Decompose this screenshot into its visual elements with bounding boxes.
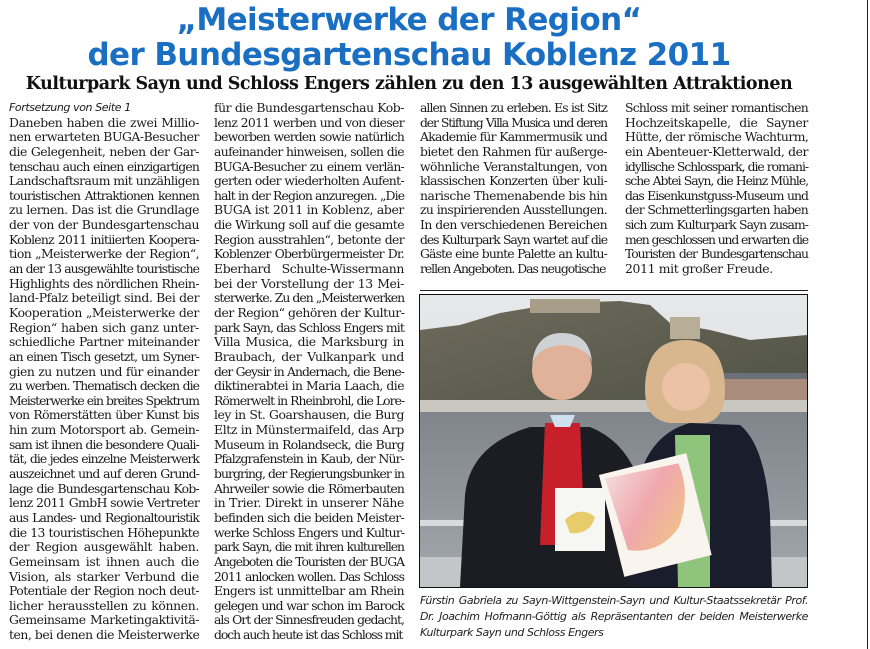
text-line: von Römerstätten über Kunst bis — [9, 407, 199, 423]
text-line: rellen Angeboten. Das neugotische — [420, 261, 606, 277]
text-line: des Kulturpark Sayn wartet auf die — [420, 231, 607, 247]
text-line: ley in St. Goarshausen, die Burg — [214, 407, 404, 423]
text-line: Ahrweiler sowie die Römerbauten — [214, 480, 404, 496]
article-photo — [419, 294, 808, 588]
article-column-3 — [420, 101, 607, 277]
text-line: 2011 mit großer Freude. — [625, 261, 773, 277]
photo-caption — [420, 593, 808, 641]
text-line: allen Sinnen zu erleben. Es ist Sitz — [420, 100, 607, 115]
text-line: men geschlossen und erwarten die — [625, 231, 808, 247]
text-line: bietet den Rahmen für außerge- — [420, 143, 607, 159]
text-line: 2011 anlocken wollen. Das Schloss — [214, 568, 404, 584]
text-line: touristischen Attraktionen kennen — [9, 187, 199, 203]
caption-line: Kulturpark Sayn und Schloss Engers — [420, 626, 604, 639]
text-line: Museum in Rolandseck, die Burg — [214, 436, 404, 452]
article-column-4 — [625, 101, 808, 277]
text-line: für die Bundesgartenschau Kob- — [214, 100, 404, 115]
text-line: ten, bei denen die Meisterwerke — [9, 627, 200, 643]
text-line: auszeichnet und auf deren Grund- — [9, 466, 199, 482]
text-line: BUGA ist 2011 in Koblenz, aber — [214, 202, 404, 218]
subheadline: Kulturpark Sayn und Schloss Engers zählen zu den 13 ausgewählten Attraktionen — [25, 74, 793, 94]
text-line: Meisterwerke ein breites Spektrum — [9, 392, 199, 408]
text-line: an der 13 ausgewählte touristische — [9, 261, 199, 277]
text-line: gelegen und war schon im Barock — [214, 597, 404, 613]
text-line: zu werben. Thematisch decken die — [9, 378, 199, 394]
article-column-2 — [214, 101, 404, 643]
text-line: gerten oder wiederholten Aufent- — [214, 173, 404, 189]
text-line: Angeboten die Touristen der BUGA — [214, 553, 404, 569]
text-line: sam ist ihnen die besondere Quali- — [9, 436, 199, 452]
text-line: in Trier. Direkt in unserer Nähe — [214, 495, 404, 511]
text-line: BUGA-Besucher zu einem verlän- — [214, 158, 404, 174]
text-line: Römerwelt in Rheinbrohl, die Lore- — [214, 392, 405, 408]
text-line: schiedliche Partner miteinander — [9, 334, 199, 350]
text-line: der Region“ gehören der Kultur- — [214, 304, 405, 320]
text-line: Hütte, der römische Wachturm, — [625, 129, 809, 145]
text-line: lenz 2011 GmbH sowie Vertreter — [9, 495, 200, 511]
text-line: Gemeinsame Marketingaktivitä- — [9, 612, 199, 628]
text-line: idyllische Schlosspark, die romani- — [625, 158, 808, 174]
text-line: der Stiftung Villa Musica und deren — [420, 114, 607, 130]
text-line: Akademie für Kammermusik und — [420, 129, 607, 145]
text-line: als Ort der Sinnesfreuden gedacht, — [214, 612, 404, 628]
text-line: Koblenzer Oberbürgermeister Dr. — [214, 246, 404, 262]
text-line: bei der Vorstellung der 13 Mei- — [214, 275, 404, 291]
text-line: lenz 2011 werben und von dieser — [214, 114, 404, 130]
headline-line-1: „Meisterwerke der Region“ — [176, 2, 642, 38]
text-line: der von der Bundesgartenschau — [9, 217, 199, 233]
text-line: Koblenz 2011 initiierten Koopera- — [9, 231, 199, 247]
text-line: sich zum Kulturpark Sayn zusam- — [625, 217, 808, 233]
text-line: an einen Tisch gesetzt, um Syner- — [9, 348, 199, 364]
text-line: Kooperation „Meisterwerke der — [9, 304, 199, 320]
text-line: der Region ausgewählt haben. — [9, 539, 199, 555]
text-line: park Sayn, das Schloss Engers mit — [214, 319, 404, 335]
text-line: park Sayn, die mit ihren kulturellen — [214, 539, 404, 555]
text-line: Landschaftsraum mit unzähligen — [9, 173, 200, 189]
photo-illustration — [420, 295, 807, 587]
text-line: narische Themenabende bis hin — [420, 187, 608, 203]
text-line: der Geysir in Andernach, die Bene- — [214, 363, 404, 379]
text-line: tät, die jedes einzelne Meisterwerk — [9, 451, 199, 467]
text-line: zu inspirierenden Ausstellungen. — [420, 202, 607, 218]
text-line: Villa Musica, die Marksburg in — [214, 334, 404, 350]
text-line: doch auch heute ist das Schloss mit — [214, 627, 403, 643]
page-edge-line — [867, 0, 868, 649]
text-line: sche Abtei Sayn, die Heinz Mühle, — [625, 173, 808, 189]
text-line: Hochzeitskapelle, die Sayner — [625, 114, 808, 130]
text-line: nen erwarteten BUGA-Besucher — [9, 129, 199, 145]
text-line: ein Abenteuer-Kletterwald, der — [625, 143, 808, 159]
text-line: Engers ist unmittelbar am Rhein — [214, 583, 404, 599]
text-line: wöhnliche Veranstaltungen, von — [420, 158, 607, 174]
text-line: werke Schloss Engers und Kultur- — [214, 524, 405, 540]
text-line: gien zu nutzen und für einander — [9, 363, 199, 379]
text-line: diktinerabtei in Maria Laach, die — [214, 378, 404, 394]
text-line: die 13 touristischen Höhepunkte — [9, 524, 199, 540]
text-line: zu lernen. Das ist die Grundlage — [9, 202, 199, 218]
column-divider-rule — [420, 290, 808, 291]
text-line: land-Pfalz beteiligt sind. Bei der — [9, 290, 200, 306]
text-line: Gäste eine bunte Palette an kultu- — [420, 246, 607, 262]
text-line: Pfalzgrafenstein in Kaub, der Nür- — [214, 451, 404, 467]
text-line: Vision, als starker Verbund die — [9, 568, 199, 584]
text-line: die Gelegenheit, neben der Gar- — [9, 143, 199, 159]
text-line: Highlights des nördlichen Rhein- — [9, 275, 199, 291]
text-line: Daneben haben die zwei Millio- — [9, 114, 199, 130]
text-line: halt in der Region anzuregen. „Die — [214, 187, 405, 203]
text-line: In den verschiedenen Bereichen — [420, 217, 607, 233]
text-line: Braubach, der Vulkanpark und — [214, 348, 404, 364]
text-line: Region“ haben sich ganz unter- — [9, 319, 199, 335]
text-line: hin zum Motorsport ab. Gemein- — [9, 422, 199, 438]
text-line: burgring, der Regierungsbunker in — [214, 466, 404, 482]
text-line: tenschau auch einen einzigartigen — [9, 158, 199, 174]
text-line: Touristen der Bundesgartenschau — [625, 246, 808, 262]
continuation-kicker: Fortsetzung von Seite 1 — [9, 101, 131, 114]
text-line: aus Landes- und Regionaltouristik — [9, 509, 199, 525]
text-line: Gemeinsam ist ihnen auch die — [9, 553, 199, 569]
text-line: Eltz in Münstermaifeld, das Arp — [214, 422, 404, 438]
text-line: Schloss mit seiner romantischen — [625, 100, 808, 115]
text-line: Region ausstrahlen“, betonte der — [214, 231, 404, 247]
text-line: der Schmetterlingsgarten haben — [625, 202, 808, 218]
caption-line: Fürstin Gabriela zu Sayn-Wittgenstein-Sayn und Kultur-Staatssekretär Prof. — [420, 594, 808, 607]
text-line: Eberhard Schulte-Wissermann — [214, 261, 404, 277]
text-line: das Eisenkunstguss-Museum und — [625, 187, 808, 203]
text-line: die Wirkung soll auf die gesamte — [214, 217, 404, 233]
headline-line-2: der Bundesgartenschau Koblenz 2011 — [87, 37, 731, 73]
text-line: lage die Bundesgartenschau Kob- — [9, 480, 199, 496]
text-line: klassischen Konzerten über kuli- — [420, 173, 607, 189]
text-line: licher herausstellen zu können. — [9, 597, 199, 613]
text-line: befinden sich die beiden Meister- — [214, 509, 404, 525]
text-line: beworben werden sowie natürlich — [214, 129, 404, 145]
text-line: sterwerke. Zu den „Meisterwerken — [214, 290, 405, 306]
caption-line: Dr. Joachim Hofmann-Göttig als Repräsentanten der beiden Meisterwerke — [420, 610, 808, 623]
article-column-1 — [9, 101, 199, 643]
text-line: tion „Meisterwerke der Region“, — [9, 246, 199, 262]
text-line: Potentiale der Region noch deut- — [9, 583, 199, 599]
text-line: aufeinander hinweisen, sollen die — [214, 143, 404, 159]
